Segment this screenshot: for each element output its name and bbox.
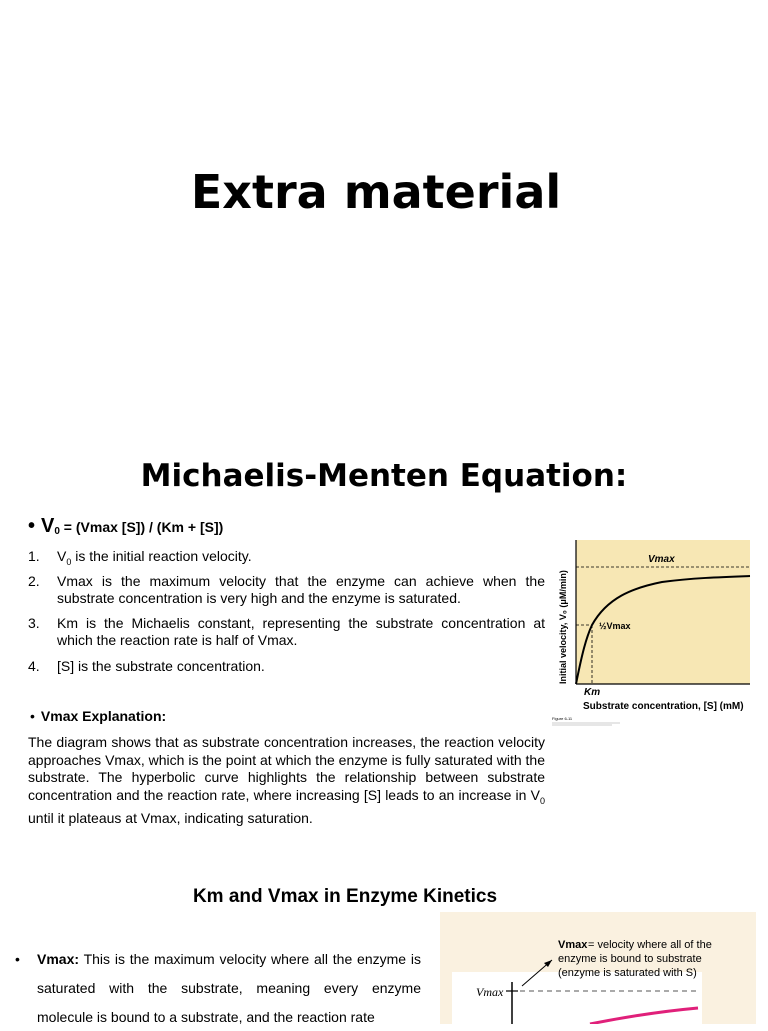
equation-text: = (Vmax [S]) / (Km + [S]): [59, 519, 224, 535]
definition-item-3: [28, 615, 545, 649]
item-text: [57, 548, 545, 571]
half-vmax-label: ½Vmax: [599, 621, 631, 631]
definition-item-2: [28, 573, 545, 607]
definition-item-4: [28, 658, 545, 675]
item-number: 3.: [28, 615, 40, 631]
paragraph-text: The diagram shows that as substrate concentration increases, the reaction velocity approaches Vmax, which is the point at which the enzyme is fully saturated with the substrate. The hyperbolic curve highlights the relationship between substrate concentration and the reaction rate, where increasing [S] leads to an increase in V: [28, 734, 545, 803]
section-title-km-vmax: Km and Vmax in Enzyme Kinetics: [192, 886, 498, 907]
annotation-vmax-symbol: Vmax: [558, 939, 588, 951]
bullet-dot: •: [15, 951, 20, 967]
bullet-label: Vmax:: [37, 951, 80, 967]
vmax-annotated-figure: [440, 912, 756, 1024]
item-description: is the initial reaction velocity.: [71, 548, 252, 564]
vmax-explanation-heading: [30, 708, 166, 724]
item-text: Vmax is the maximum velocity that the enzyme can achieve when the substrate concentration is very high and the enzyme is saturated.: [57, 573, 545, 606]
michaelis-menten-figure: [552, 536, 752, 726]
item-symbol: V: [57, 548, 67, 564]
paragraph-subscript: 0: [539, 795, 545, 806]
equation-bullet: [28, 515, 223, 538]
item-text: [S] is the substrate concentration.: [57, 658, 265, 674]
vmax-definition-bullet: [15, 945, 421, 1031]
bullet-text: [37, 945, 421, 1031]
vmax-explanation-paragraph: [28, 734, 545, 827]
item-text: Km is the Michaelis constant, representing the substrate concentration at which the reaction rate is half of Vmax.: [57, 615, 545, 648]
paragraph-text-end: until it plateaus at Vmax, indicating saturation.: [28, 809, 313, 826]
bullet-dot: •: [30, 708, 35, 724]
y-axis-label: Initial velocity, V₀ (μM/min): [558, 570, 568, 684]
vmax-axis-label: Vmax: [476, 985, 504, 999]
bullet-body: This is the maximum velocity where all the enzyme is saturated with the substrate, meaning every enzyme molecule is bound to a substrate, and the reaction rate: [37, 951, 421, 1025]
figure-caption: Figure 6-11: [552, 716, 573, 721]
item-number: 2.: [28, 573, 40, 589]
slide-title-extra-material: Extra material: [190, 165, 562, 219]
bullet-dot: •: [28, 515, 36, 537]
heading-text: Vmax Explanation:: [40, 708, 167, 724]
definition-item-1: [28, 548, 545, 571]
item-number: 4.: [28, 658, 40, 674]
annotation-text: = velocity where all of the enzyme is bound to substrate (enzyme is saturated with S): [558, 939, 712, 979]
x-axis-label: Substrate concentration, [S] (mM): [583, 701, 744, 712]
item-number: 1.: [28, 548, 40, 564]
equation-v: V: [41, 515, 55, 537]
km-label: Km: [584, 687, 601, 698]
equation-v-subscript: 0: [54, 526, 60, 537]
vmax-label: Vmax: [648, 554, 675, 565]
item-symbol-subscript: 0: [66, 556, 72, 567]
slide-title-michaelis-menten: Michaelis-Menten Equation:: [140, 458, 628, 494]
